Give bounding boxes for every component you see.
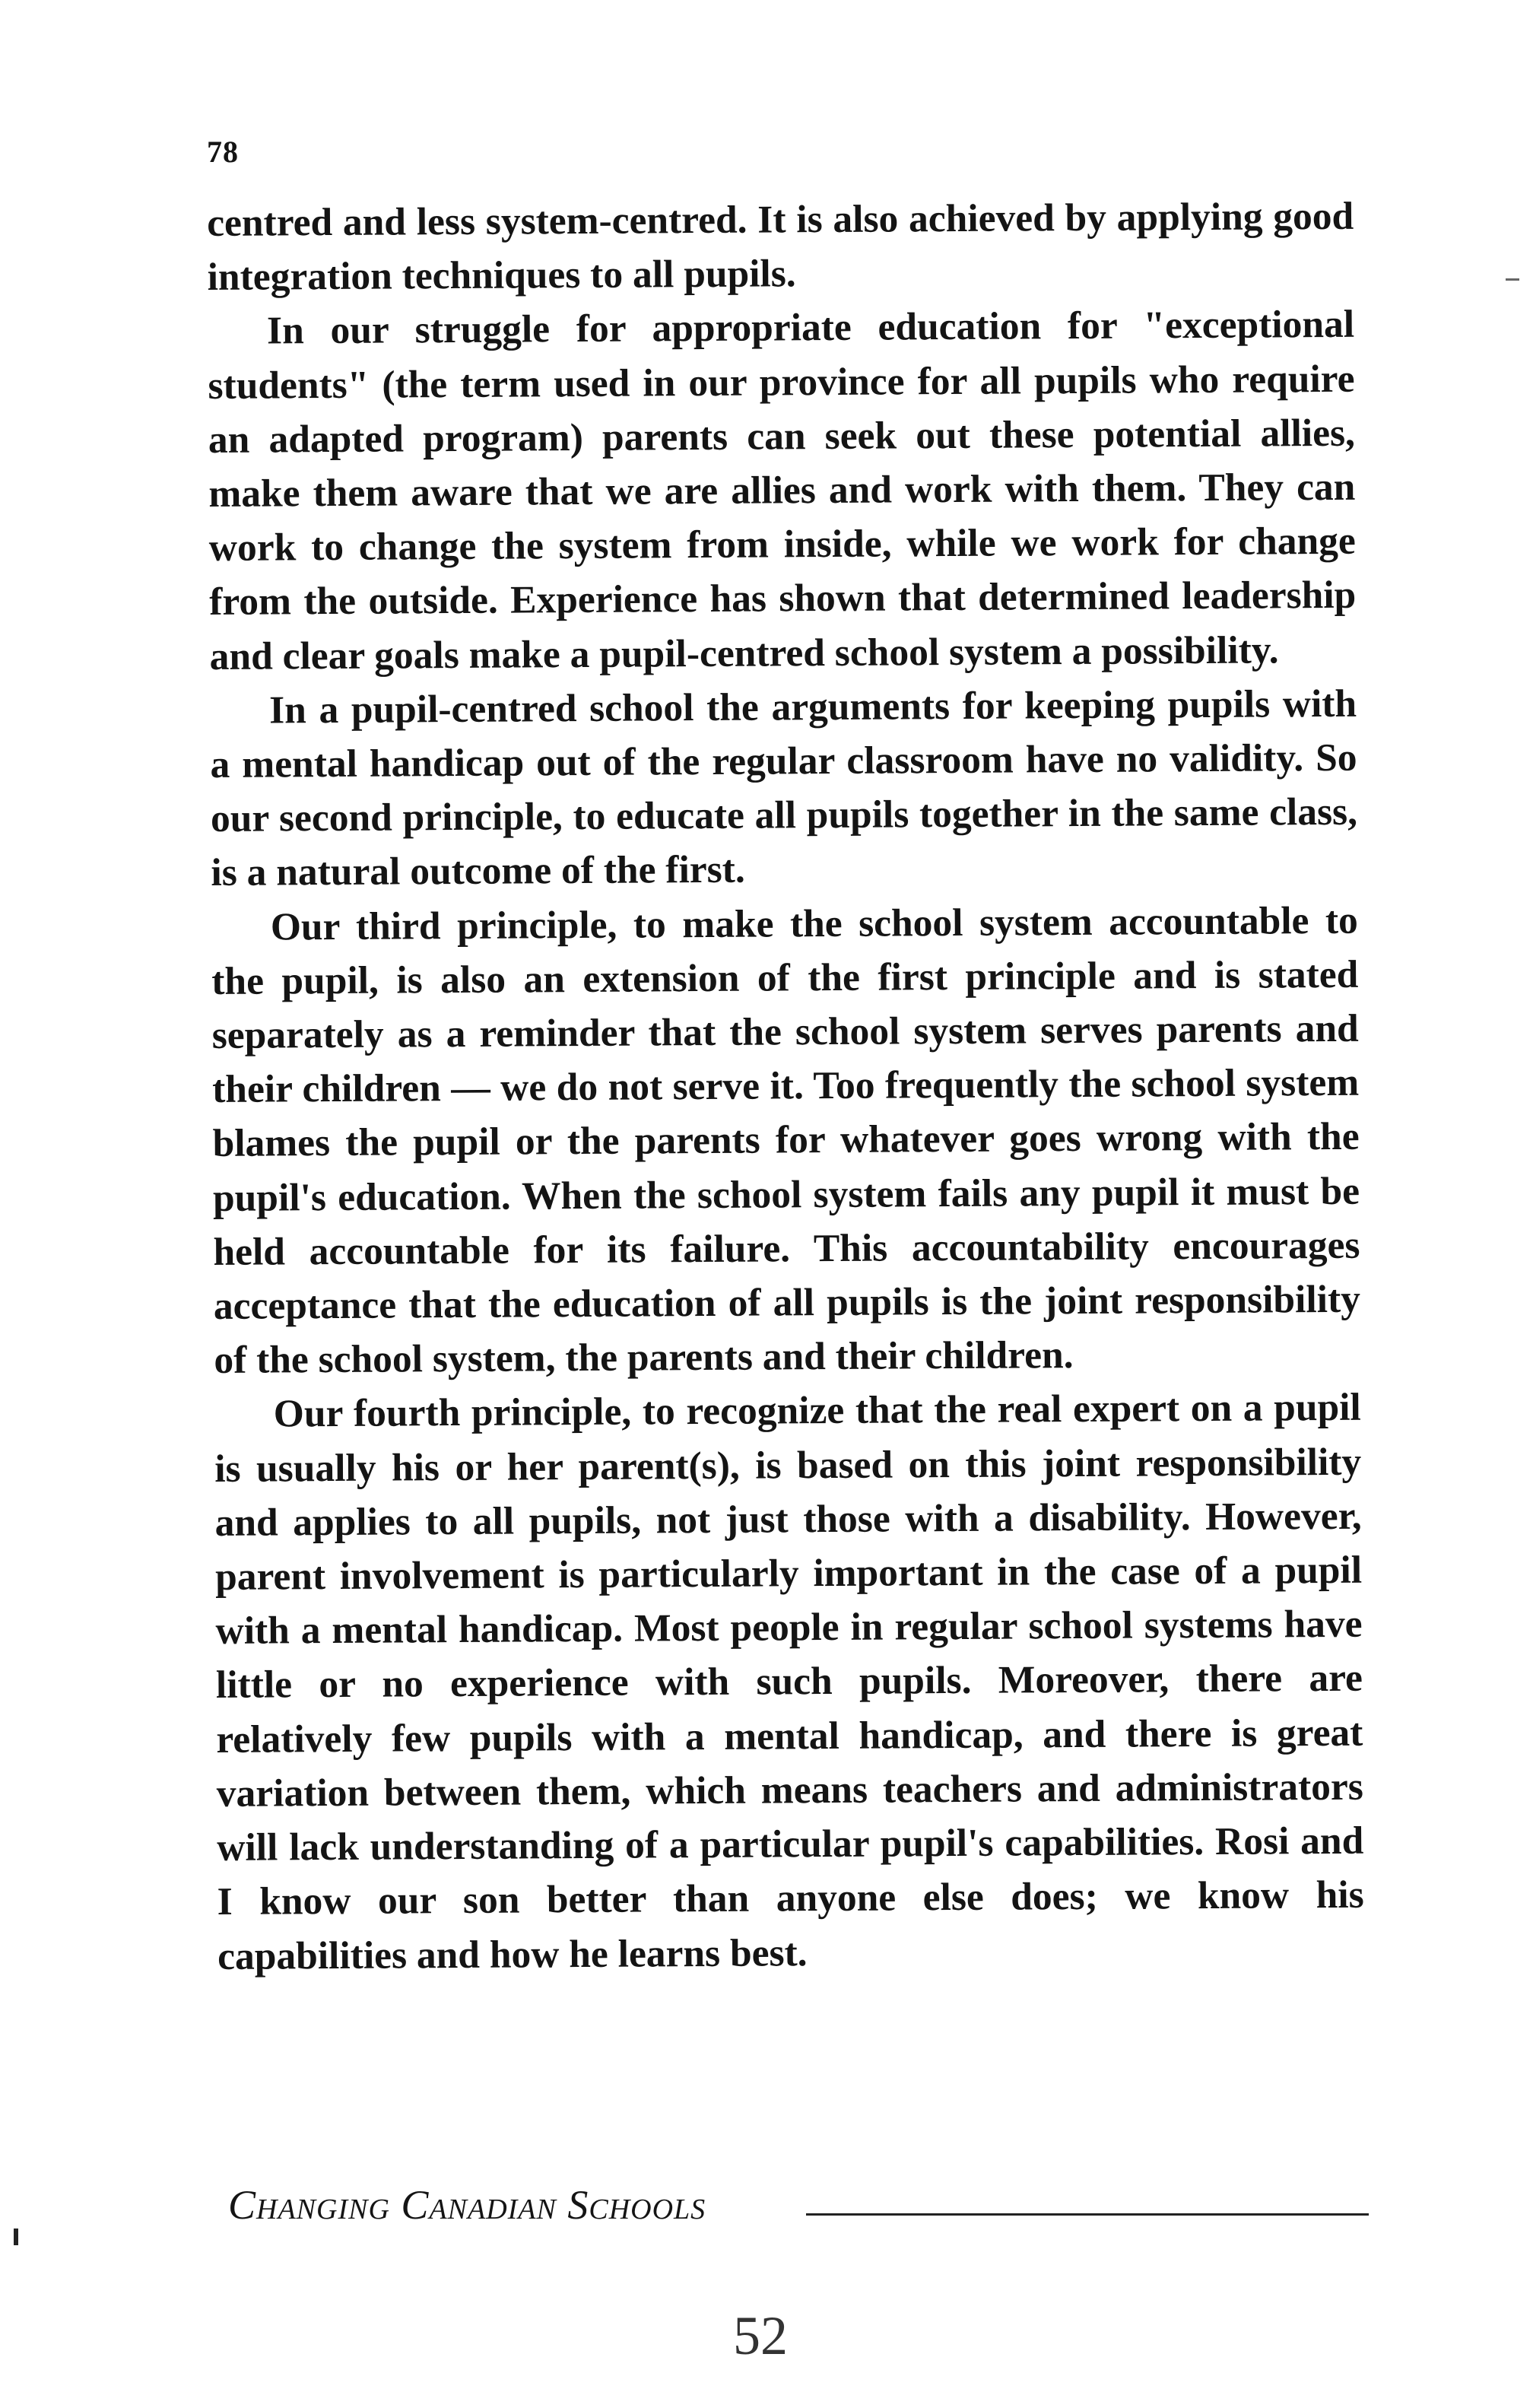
body-text: [207, 189, 1364, 1984]
page-number: 78: [207, 135, 239, 169]
scan-mark: [1506, 278, 1519, 281]
running-footer: [228, 2181, 1369, 2227]
paragraph-1: centred and less system-centred. It is also achieved by applying good integration techniques to all pupils.: [207, 194, 1354, 300]
paragraph-5: Our fourth principle, to recognize that the real expert on a pupil is usually his or her parent(s), is based on this joint responsibility and applies to all pupils, not just those with a disability. However, parent involvement is particularly important in the case of a pupil with a mental handicap. Most people in regular school systems have little or no experience with such pupils. Moreover, there are relatively few pupils with a mental handicap, and there is great variation between them, which means teachers and administrators will lack understanding of a particular pupil's capabilities. Rosi and I know our son better than anyone else does; we know his capabilities and how he learns best.: [214, 1386, 1364, 1978]
paragraph-2: In our struggle for appropriate education for "exceptional students" (the term used in our province for all pupils who require an adapted program) parents can seek out these potential allies, make them aware that we are allies and work with them. They can work to change the system from inside, while we work for change from the outside. Experience has shown that determined leadership and clear goals make a pupil-centred school system a possibility.: [208, 303, 1357, 678]
paragraph-4: Our third principle, to make the school system accountable to the pupil, is also an extension of the first principle and is stated separately as a reminder that the school system serves parents and their children — we do not serve it. Too frequently the school system blames the pupil or the parents for whatever goes wrong with the pupil's education. When the school system fails any pupil it must be held accountable for its failure. This accountability encourages acceptance that the education of all pupils is the joint responsibility of the school system, the parents and their children.: [211, 898, 1361, 1383]
sheet-number: 52: [733, 2305, 788, 2366]
footer-rule: [806, 2213, 1369, 2216]
footer-title: Changing Canadian Schools: [228, 2182, 706, 2228]
scan-mark: [14, 2229, 18, 2245]
paragraph-3: In a pupil-centred school the arguments for keeping pupils with a mental handicap out of the regular classroom have no validity. So our second principle, to educate all pupils together in the same class, is a natural outcome of the first.: [210, 681, 1358, 895]
